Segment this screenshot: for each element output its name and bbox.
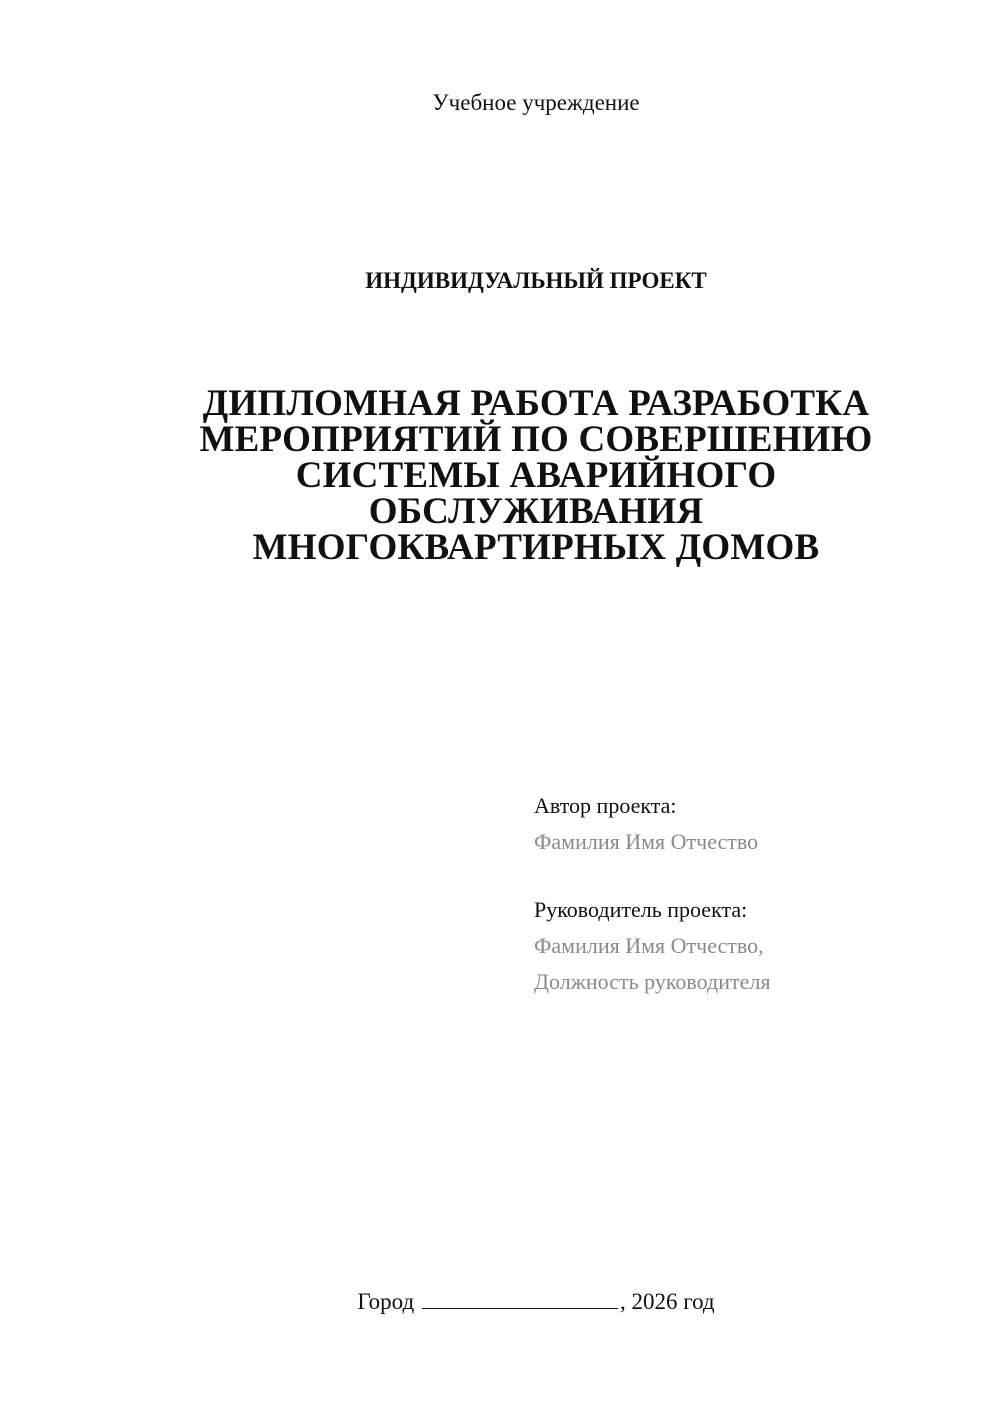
- supervisor-label: Руководитель проекта:: [534, 897, 748, 922]
- author-name: Фамилия Имя Отчество: [534, 829, 759, 854]
- spacer: [534, 860, 974, 892]
- project-info-block: [534, 788, 974, 1000]
- year-text: , 2026 год: [619, 1289, 715, 1314]
- author-label: Автор проекта:: [534, 793, 677, 818]
- institution-name: Учебное учреждение: [432, 90, 640, 115]
- city-blank-line: [422, 1288, 618, 1309]
- supervisor-position: Должность руководителя: [534, 969, 771, 994]
- city-label: Город: [357, 1289, 415, 1314]
- supervisor-name: Фамилия Имя Отчество,: [534, 933, 764, 958]
- footer-city-year: [0, 1288, 1000, 1315]
- project-type-heading: ИНДИВИДУАЛЬНЫЙ ПРОЕКТ: [365, 268, 707, 293]
- project-title: ДИПЛОМНАЯ РАБОТА РАЗРАБОТКА МЕРОПРИЯТИЙ ПО СОВЕРШЕНИЮ СИСТЕМЫ АВАРИЙНОГО ОБСЛУЖИВАНИЯ МНОГОКВАРТИРНЫХ ДОМОВ: [199, 383, 873, 568]
